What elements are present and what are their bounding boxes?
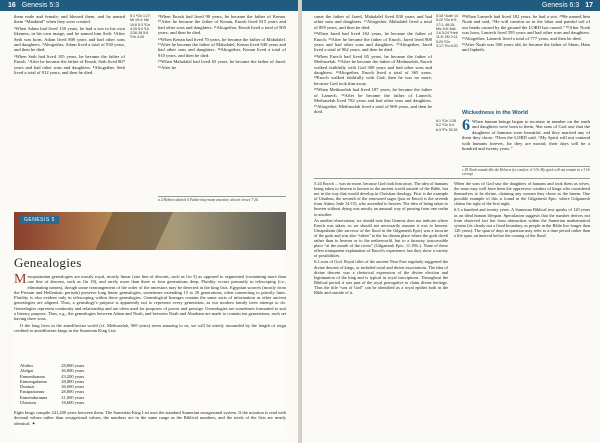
verse-paragraph: ³When Adam had lived 130 years, he had a son in his own likeness, in his own image; and he named him Seth. ⁴After Seth was born, Adam lived 800 years and had other sons and daughters. ⁵Altogether, Adam lived a total of 930 years, and then he died. bbox=[14, 25, 125, 53]
king-name: Ensipazianna bbox=[20, 389, 44, 395]
reign-length: 28,800 years bbox=[61, 389, 85, 395]
section-heading: Wickedness in the World bbox=[462, 110, 529, 116]
left-footnote: a 2 Hebrew adam b 6 Father may mean ancestor; also in verses 7-26. bbox=[158, 196, 286, 202]
commentary-note: 5:24 Enoch ... was no more, because God took him away. The idea of humans being taken to heaven is known in the ancient world outside of the Bible, but not in the way that would develop in Christian theology. First is the example of Utuabzu, the seventh of the renowned sages (just as Enoch is the seventh from Adam; Jude 14-15), who ascended to heaven. The idea of being taken to heaven without dying was mostly an unusual way of passing from one realm to another. bbox=[314, 181, 448, 217]
verse-paragraph: ¹⁸When Jared had lived 162 years, he became the father of Enoch. ¹⁹After he became the father of Enoch, Jared lived 800 years and had other sons and daughters. ²⁰Altogether, Jared lived a total of 962 years, and then he died. bbox=[314, 31, 432, 53]
left-text-column-1 bbox=[14, 14, 125, 76]
feature-paragraph-1: esopotamian genealogies are mostly royal, mostly linear (one line of descent, such as Gn 5) as opposed to segmented (containing more than one line of descent, such as Gn 10), and rarely more than three or four generations deep. Fluidity occurs primarily in telescoping (i.e., eliminating names), though some rearrangement of the order of the ancestors may be detected in the king lists. Egyptian sources (mostly from the Persian and Hellenistic periods) preserve long linear genealogies, sometimes extending 15 to 20 generations, often connecting to priestly lines. Fluidity is also evident only in telescoping within these genealogies. Genealogical lineages contain the same sorts of information as other ancient genealogies are aligned. Thus, a genealogy's purpose is apparently not to represent every generation, as our modern family trees attempt to do. Genealogies represent continuity and relationship and are often used for purposes of power and prestige. Genealogies are sometimes formatted to suit a literary purpose. Thus, e.g., the genealogies between Adam and Noah, and between Noah and Abraham are made to contain ten generations, each set having three sons. bbox=[14, 274, 286, 322]
reign-length: 36,000 years bbox=[61, 368, 85, 374]
reign-length: 18,600 years bbox=[61, 400, 85, 406]
left-cross-references: 5:1 ¹Gn 1:27; Mt 19:4; Mk 10:6 5:3 ¹Gn 4:25 5:4 ¹Lk 3:36-38 5:6 ¹Gn 4:26 bbox=[130, 14, 151, 40]
commentary-note: 6:3 a hundred and twenty years. A Sumerian Biblical text speaks of 120 years as an ideal human lifespan. Speculation suggests that the number derives not from observed fact but from abstraction within the Sumerian mathematical system (its clearly not a fixed boundary, as people in the Bible live longer than 120 years). The span of days in question may refer to a time period rather than a life span, an interval before the coming of the flood. bbox=[454, 207, 590, 238]
king-name: Alulim bbox=[20, 363, 33, 368]
commentary-note: When the sons of God saw the daughters of humans and took them as wives, the issue may well have been the oppressive conduct of kings who considered themselves to be divine, claiming any woman they chose as the harem. One possible example of this is found in the Gilgamesh Epic, where Gilgamesh claims the right of the first night. bbox=[454, 181, 590, 207]
verse-paragraph: them male and female; and blessed them, and he named them “Mankind” when they were created. bbox=[14, 14, 125, 25]
king-list-row bbox=[20, 400, 98, 405]
verse-paragraph: came the father of Jared, Mahalalel lived 830 years and had other sons and daughters. ¹⁷Altogether, Mahalalel lived a total of 895 years, and then he died. bbox=[314, 14, 432, 30]
right-page-header bbox=[302, 0, 600, 11]
commentary-column-1 bbox=[314, 181, 448, 296]
king-name: Enmengalanna bbox=[20, 378, 47, 384]
right-text-column-2 bbox=[462, 14, 590, 54]
verse-paragraph: ¹⁵When Mahalalel had lived 65 years, he became the father of Jared. ¹⁶After he bbox=[158, 59, 286, 70]
king-name: Ubartutu bbox=[20, 400, 36, 406]
chapter-number: 6 bbox=[462, 117, 470, 134]
verse-paragraph: ⁹When Enosh had lived 90 years, he became the father of Kenan. ¹⁰After he became the father of Kenan, Enosh lived 815 years and had other sons and daughters. ¹¹Altogether, Enosh lived a total of 905 years, and then he died. bbox=[158, 14, 286, 36]
left-page-header bbox=[0, 0, 298, 11]
right-footnote: c 29 Noah sounds like the Hebrew for comfort. d 3 Or My spirit will not remain in e 3 Or corrupt bbox=[462, 168, 591, 177]
reign-length: 28,800 years bbox=[61, 378, 85, 384]
feature-body bbox=[14, 274, 286, 334]
commentary-column-2 bbox=[454, 181, 590, 239]
verse-paragraph: ¹²When Kenan had lived 70 years, he became the father of Mahalalel. ¹³After he became the father of Mahalalel, Kenan lived 840 years and had other sons and daughters. ¹⁴Altogether, Kenan lived a total of 910 years, and then he died. bbox=[158, 36, 286, 58]
left-page bbox=[0, 0, 299, 443]
right-cross-references: 5:18 ¹Jude 14 5:22 ¹Gn 6:9; 17:1; 48:15; Mic 6:8; Mal 2:6 5:24 ¹Heb 11:5; 2Ki 2:11 5:29 ¹Gn 3:17; Ro 8:20 bbox=[436, 14, 458, 49]
king-name: Enmenluanna bbox=[20, 373, 45, 379]
verse-paragraph: ²⁸When Lamech had lived 182 years, he had a son. ²⁹He named him Noah and said, “He will comfort us in the labor and painful toil of our hands caused by the ground the LORD has cursed.” ³⁰After Noah was born, Lamech lived 595 years and had other sons and daughters. ³¹Altogether, Lamech lived a total of 777 years, and then he died. bbox=[462, 14, 590, 41]
commentary-divider bbox=[314, 178, 590, 179]
verse-paragraph: ³²After Noah was 500 years old, he became the father of Shem, Ham and Japheth. bbox=[462, 42, 590, 53]
commentary-note: As another observation, we should note that Genesis does not indicate where Enoch was taken, so we should not necessarily assume it was to heaven. Utnapishtim (the survivor of the flood in the Gilgamesh Epic) was a favorite of the gods and was also “taken” to the far distant place where the gods dwelt rather than to heaven or to the netherworld, but to a faraway, inaccessible place “at the mouth of the rivers” (Gilgamesh Epic, 11.196–). None of these offers transparent explanation of Enoch's experience, but they show a variety of possibilities. bbox=[314, 217, 448, 259]
reign-length: 36,000 years bbox=[61, 384, 85, 390]
chapter-6-paragraph: When human beings began to increase in number on the earth and daughters were born to them, ²the sons of God saw that the daughters of humans were beautiful, and they married any of them they chose. ³Then the LORD said, “My Spirit will not contend with humans forever, for they are mortal; their days will be a hundred and twenty years.” bbox=[462, 119, 590, 152]
chapter-6-text bbox=[462, 119, 590, 152]
right-page bbox=[301, 0, 600, 443]
king-name: Alalgar bbox=[20, 368, 34, 374]
right-cross-references-2: 6:1 ¹Gn 1:28 6:2 ¹Gn 6:4 6:3 ¹Ps 78:39 bbox=[436, 119, 458, 132]
feature-paragraph-2: If the long lives in the antediluvian world (cf. Methuselah, 969 years) seem amazing to us, we will be utterly astounded by the length of reign credited to antediluvian kings in the Sumerian King List: bbox=[14, 322, 286, 333]
king-name: Enmenduranna bbox=[20, 394, 48, 400]
genealogies-feature-box bbox=[14, 212, 286, 439]
feature-paragraph-3: Eight kings compile 241,200 years between them. The Sumerian King List uses the standard Sumerian sexagesimal system. If the notation is read with decimal values rather than sexagesimal values, the numbers are in the same range as the Biblical numbers, and the totals of the lists are nearly identical. ✦ bbox=[14, 410, 286, 426]
verse-paragraph: ⁶When Seth had lived 105 years, he became the father of Enosh. ⁷After he became the father of Enosh, Seth lived 807 years and had other sons and daughters. ⁸Altogether, Seth lived a total of 912 years, and then he died. bbox=[14, 53, 125, 76]
right-page-running-head: Genesis 6:3 bbox=[541, 2, 580, 9]
feature-banner-image bbox=[14, 212, 286, 250]
verse-paragraph: ²¹When Enoch had lived 65 years, he became the father of Methuselah. ²²After he became the father of Methuselah, Enoch walked faithfully with God 300 years and had other sons and daughters. ²³Altogether, Enoch lived a total of 365 years. ²⁴Enoch walked faithfully with God; then he was no more, because God took him away. bbox=[314, 53, 432, 86]
right-page-number: 17 bbox=[585, 2, 593, 9]
reign-length: 21,000 years bbox=[61, 394, 85, 400]
left-text-column-2 bbox=[158, 14, 286, 71]
reign-length: 28,800 years bbox=[61, 363, 85, 368]
left-page-running-head: Genesis 5:3 bbox=[21, 2, 60, 9]
king-name: Dumuzi bbox=[20, 384, 35, 390]
feature-dropcap: M bbox=[14, 272, 27, 287]
right-text-column-1 bbox=[314, 14, 432, 115]
reign-length: 43,200 years bbox=[61, 373, 85, 379]
banner-decoration bbox=[95, 212, 173, 250]
left-page-number: 16 bbox=[8, 2, 16, 9]
feature-title: Genealogies bbox=[14, 255, 82, 270]
verse-paragraph: ²⁵When Methuselah had lived 187 years, he became the father of Lamech. ²⁶After he became the father of Lamech, Methuselah lived 782 years and had other sons and daughters. ²⁷Altogether, Methuselah lived a total of 969 years, and then he died. bbox=[314, 87, 432, 114]
feature-tag: GENESIS 5 bbox=[20, 216, 59, 224]
commentary-note: 6:2 sons of God. Royal titles of the ancient Near East regularly suggested the divine descent of kings, or included royal and divine associations. The idea of divine descent was a rhetorical expression of the divine election and legitimation of the king and is typical in royal inscriptions. Throughout the Biblical period it was part of the royal prerogative to claim divine heritage. Thus the title “son of God” can be identified as a royal epithet both in the Bible and outside of it. bbox=[314, 259, 448, 295]
sumerian-king-list bbox=[20, 363, 98, 405]
